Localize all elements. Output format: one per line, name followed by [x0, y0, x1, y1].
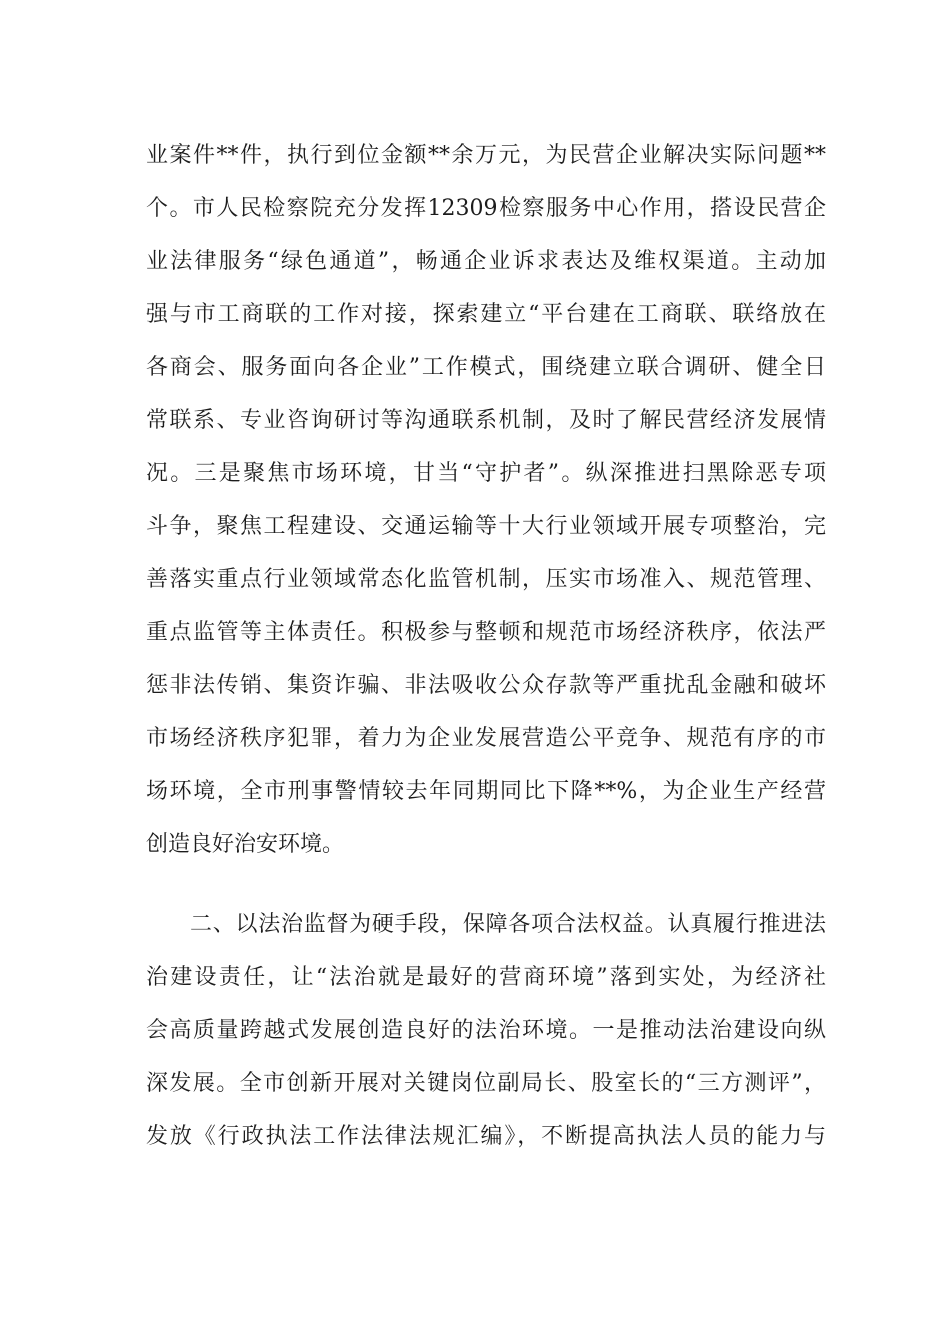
paragraph-line: 常联系、专业咨询研讨等沟通联系机制，及时了解民营经济发展情 — [146, 408, 826, 433]
paragraph-line: 治建设责任，让“法治就是最好的营商环境”落到实处，为经济社 — [146, 965, 826, 990]
paragraph-line: 市场经济秩序犯罪，着力为企业发展营造公平竞争、规范有序的市 — [146, 726, 826, 751]
paragraph-line: 业案件**件，执行到位金额**余万元，为民营企业解决实际问题** — [146, 143, 826, 168]
paragraph-line: 发放《行政执法工作法律法规汇编》，不断提高执法人员的能力与 — [146, 1124, 826, 1149]
paragraph-line: 强与市工商联的工作对接，探索建立“平台建在工商联、联络放在 — [146, 302, 826, 327]
paragraph-line: 惩非法传销、集资诈骗、非法吸收公众存款等严重扰乱金融和破坏 — [146, 673, 826, 698]
paragraph-line: 况。三是聚焦市场环境，甘当“守护者”。纵深推进扫黑除恶专项 — [146, 461, 826, 486]
paragraph-line: 会高质量跨越式发展创造良好的法治环境。一是推动法治建设向纵 — [146, 1018, 826, 1043]
paragraph-line: 业法律服务“绿色通道”，畅通企业诉求表达及维权渠道。主动加 — [146, 249, 826, 274]
paragraph-line: 斗争，聚焦工程建设、交通运输等十大行业领域开展专项整治，完 — [146, 514, 826, 539]
paragraph-line: 重点监管等主体责任。积极参与整顿和规范市场经济秩序，依法严 — [146, 620, 826, 645]
paragraph-line: 个。市人民检察院充分发挥12309检察服务中心作用，搭设民营企 — [146, 196, 826, 221]
paragraph-line: 场环境，全市刑事警情较去年同期同比下降**%，为企业生产经营 — [146, 779, 826, 804]
paragraph-line: 创造良好治安环境。 — [146, 832, 345, 857]
paragraph-line: 善落实重点行业领域常态化监管机制，压实市场准入、规范管理、 — [146, 567, 826, 592]
paragraph-line: 深发展。全市创新开展对关键岗位副局长、股室长的“三方测评”， — [146, 1071, 826, 1096]
paragraph-line: 各商会、服务面向各企业”工作模式，围绕建立联合调研、健全日 — [146, 355, 826, 380]
paragraph-line: 二、以法治监督为硬手段，保障各项合法权益。认真履行推进法 — [190, 912, 826, 937]
